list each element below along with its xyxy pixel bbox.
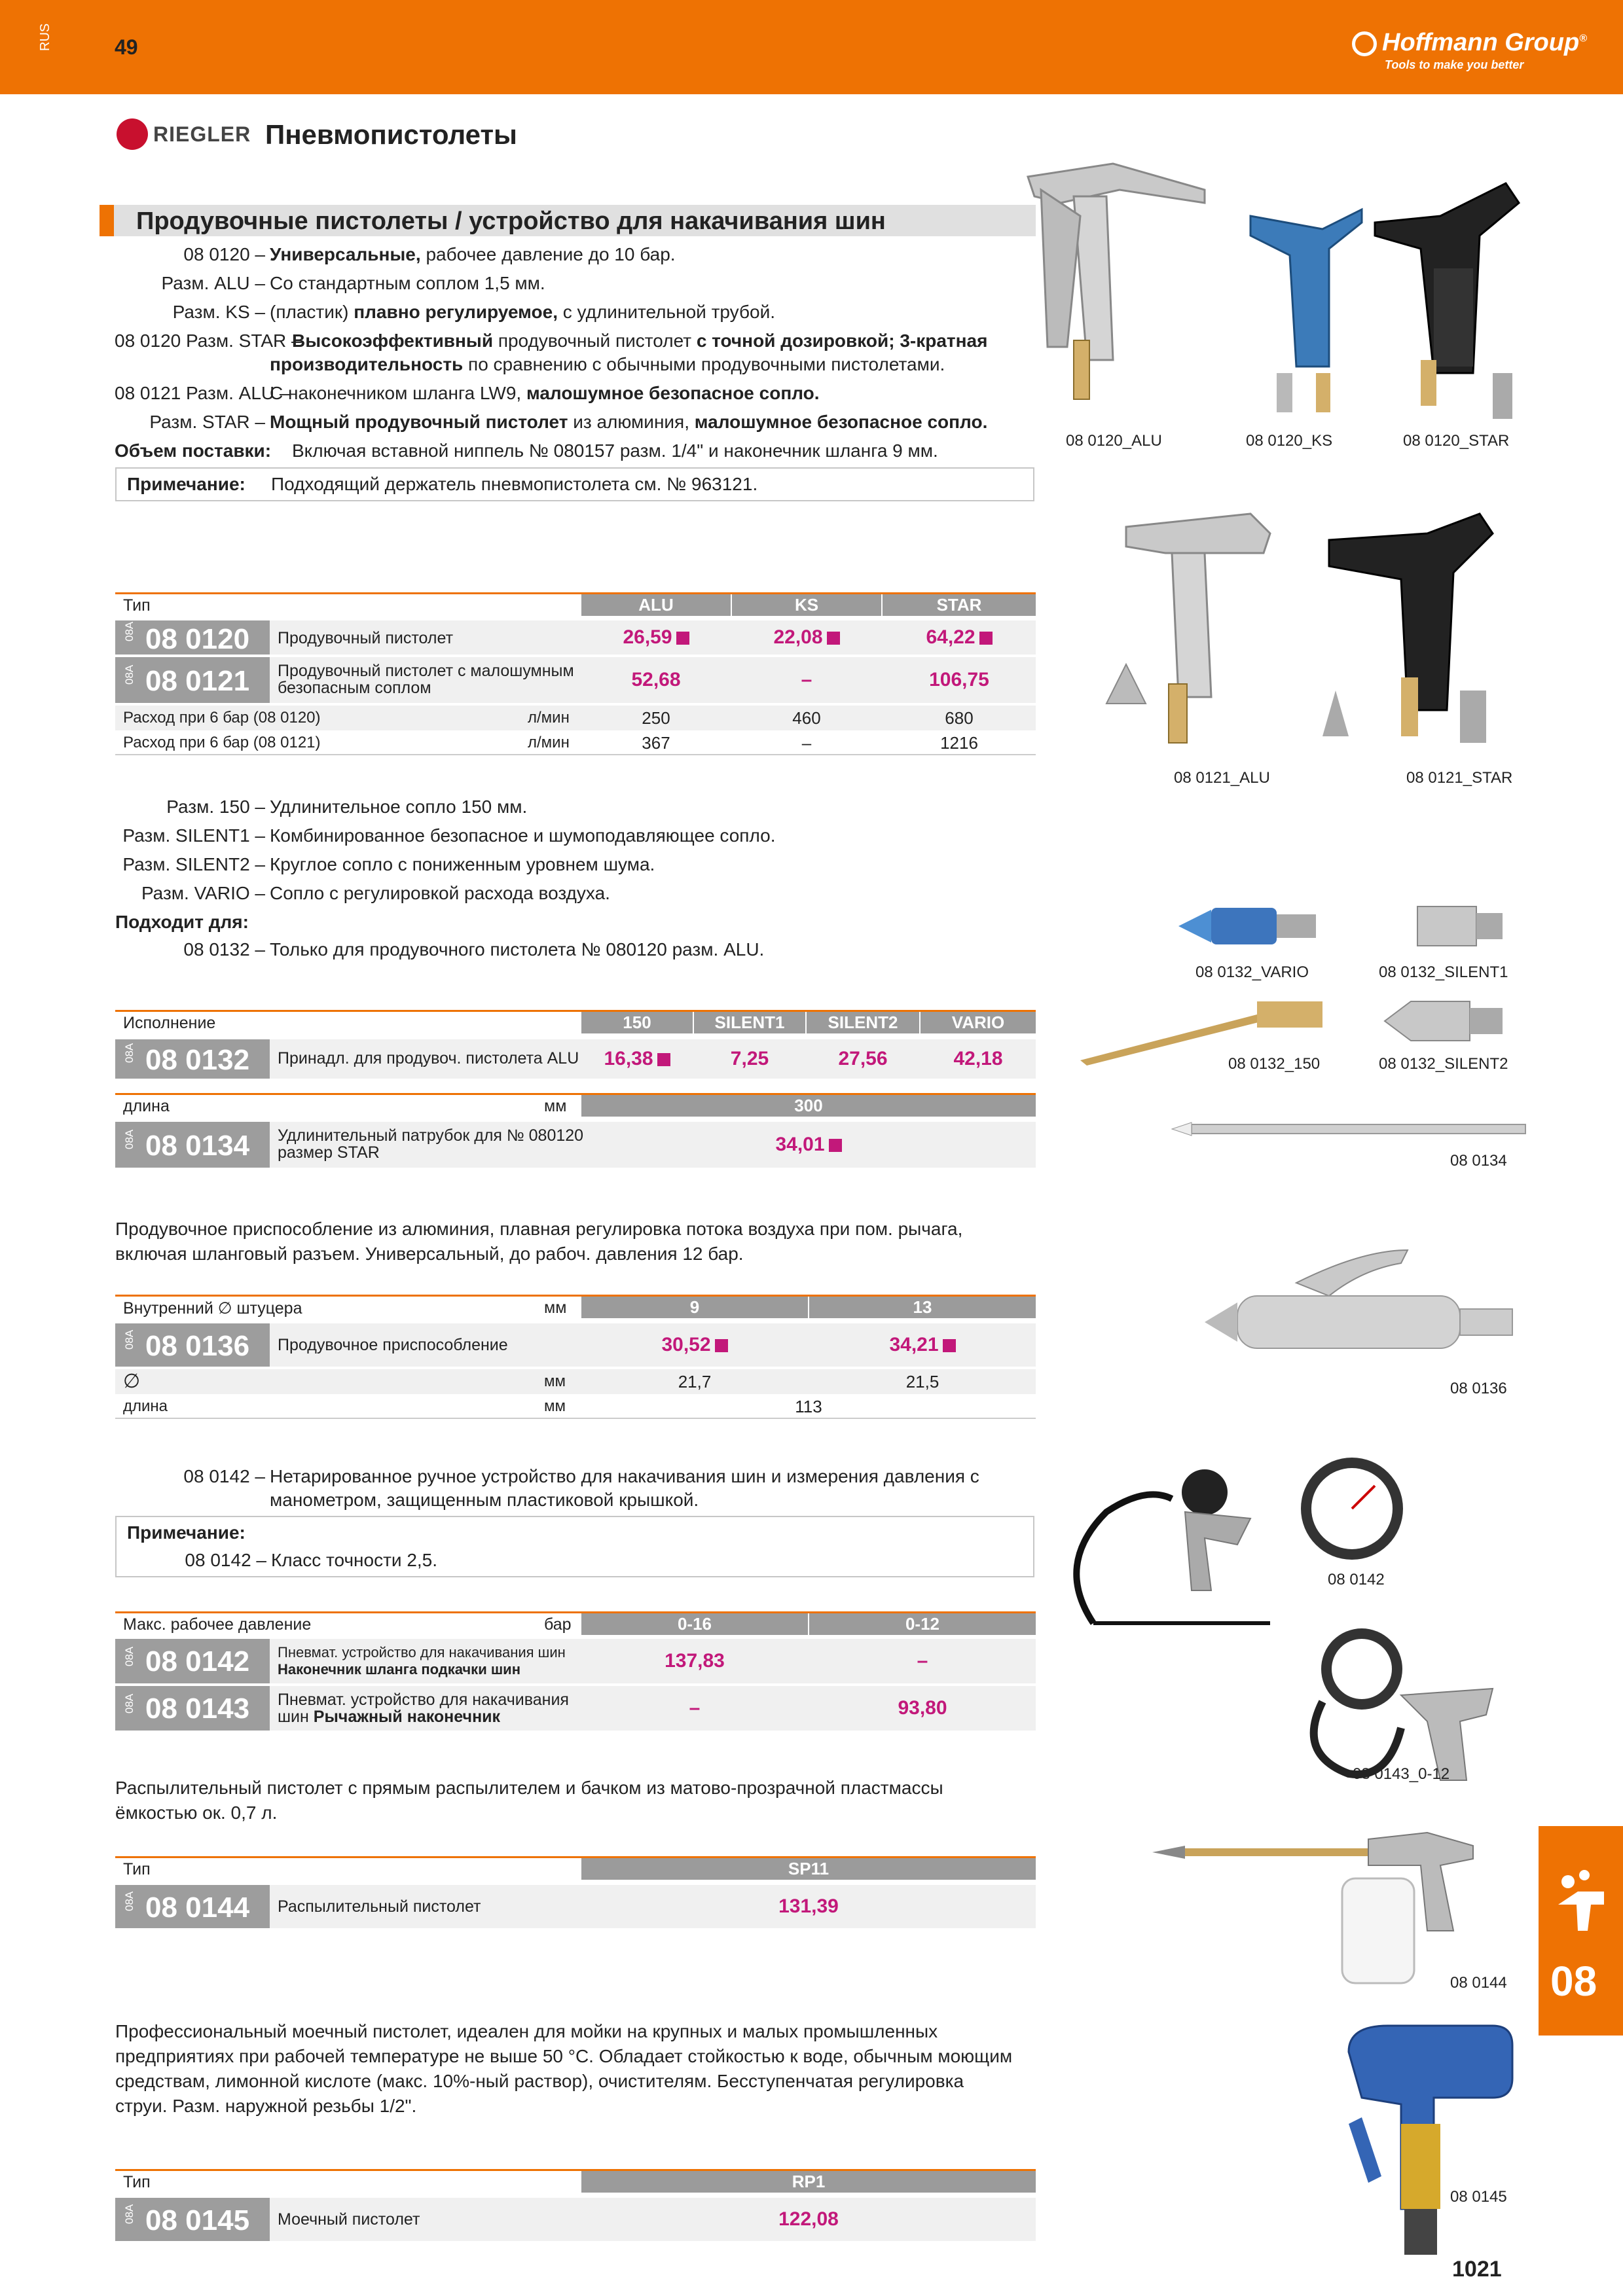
table4-header-unit: мм [544, 1299, 567, 1317]
table1-row-080120 [115, 620, 1036, 655]
article-number: 08 0145 [145, 2204, 250, 2236]
nozzle-code-5: 08 0132 – [183, 939, 265, 960]
section-title: Продувочные пистолеты / устройство для накачивания шин [136, 207, 886, 235]
caption-080132-vario: 08 0132_VARIO [1195, 963, 1309, 981]
wash-text-4: струи. Разм. наружной резьбы 1/2". [115, 2096, 417, 2116]
nozzle-text-2: Комбинированное безопасное и шумоподавляющее сопло. [270, 825, 776, 846]
table3-header [115, 1093, 1036, 1117]
spec-9: 21,7 [678, 1372, 712, 1391]
tyre-text-2: манометром, защищенным пластиковой крышкой. [270, 1490, 699, 1510]
spec-unit: л/мин [528, 709, 570, 726]
spec-label: длина [123, 1397, 168, 1415]
spec-ks: 460 [792, 708, 821, 728]
table2-header-label: Исполнение [123, 1014, 216, 1032]
table7-row-080145 [115, 2198, 1036, 2241]
spec-ks: – [801, 733, 812, 753]
intro-text-5: производительность по сравнению с обычными продувочными пистолетами. [270, 354, 945, 374]
price-alu: 26,59 [581, 620, 731, 655]
table5-row-080143 [115, 1686, 1036, 1731]
intro-text-3: (пластик) плавно регулируемое, с удлинительной трубой. [270, 302, 775, 322]
price-150: 16,38 [581, 1039, 693, 1079]
spray-gun-image [1146, 1826, 1519, 1996]
article-number: 08 0134 [145, 1130, 250, 1162]
note-label: Примечание: [127, 474, 246, 494]
price-9: 30,52 [581, 1323, 808, 1367]
riegler-logo-icon [117, 118, 148, 150]
spec-star: 680 [945, 708, 974, 728]
caption-080145: 08 0145 [1450, 2188, 1507, 2206]
article-description: Пневмат. устройство для накачивания шин Наконечник шланга подкачки шин [278, 1644, 566, 1677]
table6-col-sp11: SP11 [581, 1858, 1036, 1880]
intro-code-6: 08 0121 Разм. ALU – [115, 383, 290, 403]
wash-text-1: Профессиональный моечный пистолет, идеален для мойки на крупных и малых промышленных [115, 2021, 938, 2041]
article-code: 08A 08 0142 [115, 1639, 270, 1683]
spec-unit: мм [544, 1397, 566, 1415]
price-0-16: – [689, 1697, 701, 1719]
table5-header-label: Макс. рабочее давление [123, 1615, 312, 1634]
caption-080136: 08 0136 [1450, 1380, 1507, 1397]
riegler-logo [117, 118, 254, 150]
intro-code-2: Разм. ALU – [161, 273, 265, 293]
page-number: 1021 [1452, 2257, 1502, 2282]
spec-13: 21,5 [905, 1372, 939, 1391]
price-marker [657, 1053, 670, 1066]
intro-code-4: 08 0120 Разм. STAR – [115, 331, 302, 351]
price-300: 34,01 [581, 1122, 1036, 1168]
table6-header [115, 1856, 1036, 1880]
article-code: 08A 08 0121 [115, 657, 270, 703]
table4-spec-row-2 [115, 1394, 1036, 1419]
spec-alu: 367 [642, 733, 670, 753]
article-code: 08A 08 0120 [115, 620, 270, 655]
nozzle-silent2-image [1378, 995, 1509, 1047]
section-header [100, 205, 1036, 236]
caption-080142: 08 0142 [1328, 1571, 1385, 1588]
table2-header [115, 1010, 1036, 1033]
table5-col-0-12: 0-12 [809, 1613, 1036, 1635]
nozzle-text-3: Круглое сопло с пониженным уровнем шума. [270, 854, 655, 874]
nozzle-silent1-image [1411, 900, 1509, 952]
nozzle-code-3: Разм. SILENT2 – [122, 854, 265, 874]
article-description: Моечный пистолет [278, 2210, 420, 2229]
price-silent2: 27,56 [838, 1048, 888, 1069]
caption-080120-star: 08 0120_STAR [1403, 432, 1510, 450]
article-description: Распылительный пистолет [278, 1897, 481, 1916]
note-box-1 [115, 467, 1034, 501]
table1-col-star: STAR [883, 594, 1036, 616]
spray-text-2: ёмкостью ок. 0,7 л. [115, 1803, 278, 1823]
note-label: Примечание: [127, 1522, 246, 1543]
price-0-16: 137,83 [665, 1650, 725, 1672]
article-description: Продувочный пистолет [278, 629, 454, 647]
caption-080132-150: 08 0132_150 [1228, 1055, 1321, 1073]
table1-spec-row-2 [115, 730, 1036, 755]
table2-col-vario: VARIO [921, 1012, 1036, 1033]
price-vario: 42,18 [953, 1048, 1003, 1069]
article-description: Продувочное приспособление [278, 1336, 508, 1354]
caption-080132-silent2: 08 0132_SILENT2 [1379, 1055, 1508, 1073]
table1-spec-row-1 [115, 706, 1036, 730]
table4-spec-row-1 [115, 1369, 1036, 1394]
blow-gun-alu-image [1008, 151, 1224, 425]
spec-label: Расход при 6 бар (08 0121) [123, 734, 321, 751]
note-text: Подходящий держатель пневмопистолета см. № 963121. [271, 474, 758, 494]
article-description: Удлинительный патрубок для № 080120 размер STAR [278, 1126, 584, 1162]
spray-text-1: Распылительный пистолет с прямым распылителем и бачком из матово-прозрачной пластмассы [115, 1778, 943, 1798]
table3-col-300: 300 [581, 1095, 1036, 1117]
table4-col-13: 13 [809, 1297, 1036, 1318]
price-marker [943, 1339, 956, 1352]
spec-length: 113 [795, 1397, 822, 1416]
article-number: 08 0143 [145, 1693, 250, 1725]
note-box-2 [115, 1516, 1034, 1577]
intro-code-1: 08 0120 – [183, 244, 265, 264]
table7-header-label: Тип [123, 2173, 151, 2191]
price-ks: 22,08 [732, 620, 881, 655]
note-code: 08 0142 – [185, 1550, 266, 1570]
hoffmann-logo [1352, 29, 1587, 72]
article-code: 08A 08 0145 [115, 2198, 270, 2241]
price-0-12: – [917, 1650, 928, 1672]
chapter-tab[interactable] [1539, 1826, 1623, 2036]
article-number: 08 0121 [145, 665, 250, 697]
price-star: 106,75 [929, 669, 989, 691]
tyre-code-1: 08 0142 – [183, 1466, 265, 1486]
price-marker [715, 1339, 728, 1352]
washing-gun-image [1336, 2013, 1519, 2274]
table5-row-080142 [115, 1639, 1036, 1683]
caption-080132-silent1: 08 0132_SILENT1 [1379, 963, 1508, 981]
spray-gun-icon [1552, 1865, 1611, 1937]
price-silent1: 7,25 [730, 1048, 769, 1069]
price-13: 34,21 [809, 1323, 1036, 1367]
price-rp1: 122,08 [778, 2208, 839, 2230]
nozzle-code-2: Разм. SILENT1 – [122, 825, 265, 846]
table2-col-silent2: SILENT2 [807, 1012, 919, 1033]
intro-text-6: С наконечником шланга LW9, малошумное безопасное сопло. [270, 383, 820, 403]
brand-name: Hoffmann Group [1382, 29, 1580, 56]
article-code: 08A 08 0143 [115, 1686, 270, 1731]
page-title: Пневмопистолеты [265, 119, 517, 150]
price-marker [979, 632, 993, 645]
table5-header [115, 1611, 1036, 1635]
table7-col-rp1: RP1 [581, 2171, 1036, 2193]
caption-080121-star: 08 0121_STAR [1406, 769, 1513, 787]
nozzle-code-1: Разм. 150 – [166, 797, 265, 817]
caption-080144: 08 0144 [1450, 1974, 1507, 1992]
tyre-text-1: Нетарированное ручное устройство для накачивания шин и измерения давления с [270, 1466, 979, 1486]
table2-col-silent1: SILENT1 [694, 1012, 805, 1033]
spec-star: 1216 [940, 733, 978, 753]
caption-080134: 08 0134 [1450, 1152, 1507, 1170]
article-code: 08A 08 0136 [115, 1323, 270, 1367]
intro-text-1: Универсальные, рабочее давление до 10 бар. [270, 244, 676, 264]
table7-header [115, 2169, 1036, 2193]
intro-text-2: Со стандартным соплом 1,5 мм. [270, 273, 545, 293]
nozzle-text-1: Удлинительное сопло 150 мм. [270, 797, 528, 817]
hoffmann-logo-icon [1352, 31, 1377, 56]
price-marker [676, 632, 689, 645]
table4-row-080136 [115, 1323, 1036, 1367]
blow-gun-star-image [1362, 177, 1525, 425]
table2-col-150: 150 [581, 1012, 693, 1033]
chapter-page-number: 49 [115, 35, 138, 59]
article-code: 08A 08 0134 [115, 1122, 270, 1168]
fits-label: Подходит для: [115, 912, 249, 932]
article-number: 08 0120 [145, 623, 250, 655]
table4-header [115, 1295, 1036, 1318]
article-description: Продувочный пистолет с малошумным безопасным соплом [278, 662, 574, 697]
table5-header-unit: бар [544, 1615, 572, 1634]
article-number: 08 0144 [145, 1892, 250, 1924]
table3-header-label: длина [123, 1097, 170, 1115]
intro-code-3: Разм. KS – [172, 302, 265, 322]
brand-reg: ® [1579, 33, 1587, 45]
caption-080121-alu: 08 0121_ALU [1174, 769, 1270, 787]
table6-header-label: Тип [123, 1860, 151, 1878]
blow-gun-0121-star-image [1309, 501, 1519, 749]
note-text: Класс точности 2,5. [271, 1550, 438, 1570]
wash-text-2: предприятиях при рабочей температуре не выше 50 °C. Обладает стойкостью к воде, обычным моющим [115, 2046, 1013, 2066]
intro-code-7: Разм. STAR – [149, 412, 265, 432]
table4-col-9: 9 [581, 1297, 808, 1318]
article-number: 08 0136 [145, 1330, 250, 1362]
table1-row-080121 [115, 657, 1036, 703]
article-description: Принадл. для продувоч. пистолета ALU [278, 1049, 579, 1067]
caption-080120-ks: 08 0120_KS [1246, 432, 1333, 450]
spec-unit: мм [544, 1372, 566, 1390]
spec-unit: л/мин [528, 734, 570, 751]
spec-label: Расход при 6 бар (08 0120) [123, 709, 321, 726]
pressure-gauge-icon [1296, 1453, 1408, 1564]
table1-col-ks: KS [732, 594, 881, 616]
article-number: 08 0132 [145, 1044, 250, 1076]
nozzle-code-4: Разм. VARIO – [141, 883, 265, 903]
nozzle-vario-image [1172, 900, 1329, 952]
table5-col-0-16: 0-16 [581, 1613, 808, 1635]
caption-080120-alu: 08 0120_ALU [1066, 432, 1162, 450]
table3-header-unit: мм [544, 1097, 567, 1115]
nozzle-text-4: Сопло с регулировкой расхода воздуха. [270, 883, 610, 903]
intro-code-8: Объем поставки: [115, 440, 272, 461]
blow-gun-ks-image [1237, 196, 1368, 419]
intro-text-8: Включая вставной ниппель № 080157 разм. 1/4" и наконечник шланга 9 мм. [292, 440, 938, 461]
spec-alu: 250 [642, 708, 670, 728]
blower-text-2: включая шланговый разъем. Универсальный, до рабоч. давления 12 бар. [115, 1244, 744, 1264]
article-number: 08 0142 [145, 1645, 250, 1677]
table1-header-label: Тип [123, 596, 151, 615]
article-code: 08A 08 0132 [115, 1039, 270, 1079]
price-marker [827, 632, 840, 645]
table3-row-080134 [115, 1122, 1036, 1168]
table6-row-080144 [115, 1885, 1036, 1928]
price-marker [829, 1139, 842, 1152]
caption-080143-0-12: 08 0143_0-12 [1353, 1765, 1450, 1783]
riegler-logo-text: RIEGLER [153, 122, 251, 146]
intro-text-4: Высокоэффективный продувочный пистолет с точной дозировкой; 3-кратная [292, 331, 988, 351]
article-description: Пневмат. устройство для накачивания шин Рычажный наконечник [278, 1691, 569, 1726]
table4-header-label: Внутренний ∅ штуцера [123, 1299, 302, 1318]
extension-tube-image [1165, 1113, 1532, 1145]
table1-header [115, 592, 1036, 616]
price-star: 64,22 [883, 620, 1036, 655]
spec-label: ∅ [123, 1371, 141, 1392]
intro-text-7: Мощный продувочный пистолет из алюминия, малошумное безопасное сопло. [270, 412, 988, 432]
nozzle-text-5: Только для продувочного пистолета № 080120 разм. ALU. [270, 939, 765, 960]
price-alu: 52,68 [631, 669, 681, 691]
wash-text-3: средствам, лимонной кислоте (макс. 10%-ный раствор), очистителям. Бесступенчатая регулировка [115, 2071, 964, 2091]
tyre-inflator-gun-image [1054, 1460, 1316, 1643]
blowing-device-image [1198, 1244, 1525, 1374]
brand-tagline: Tools to make you better [1385, 58, 1524, 71]
table2-row-080132 [115, 1039, 1036, 1079]
chapter-tab-number: 08 [1550, 1958, 1597, 2005]
price-sp11: 131,39 [778, 1895, 839, 1917]
price-ks: – [801, 669, 812, 691]
article-code: 08A 08 0144 [115, 1885, 270, 1928]
blow-gun-0121-alu-image [1087, 488, 1303, 762]
price-0-12: 93,80 [898, 1697, 947, 1719]
table1-col-alu: ALU [581, 594, 731, 616]
top-bar [0, 0, 1623, 94]
language-code: RUS [38, 23, 52, 51]
blower-text-1: Продувочное приспособление из алюминия, плавная регулировка потока воздуха при пом. рычага, [115, 1219, 963, 1239]
